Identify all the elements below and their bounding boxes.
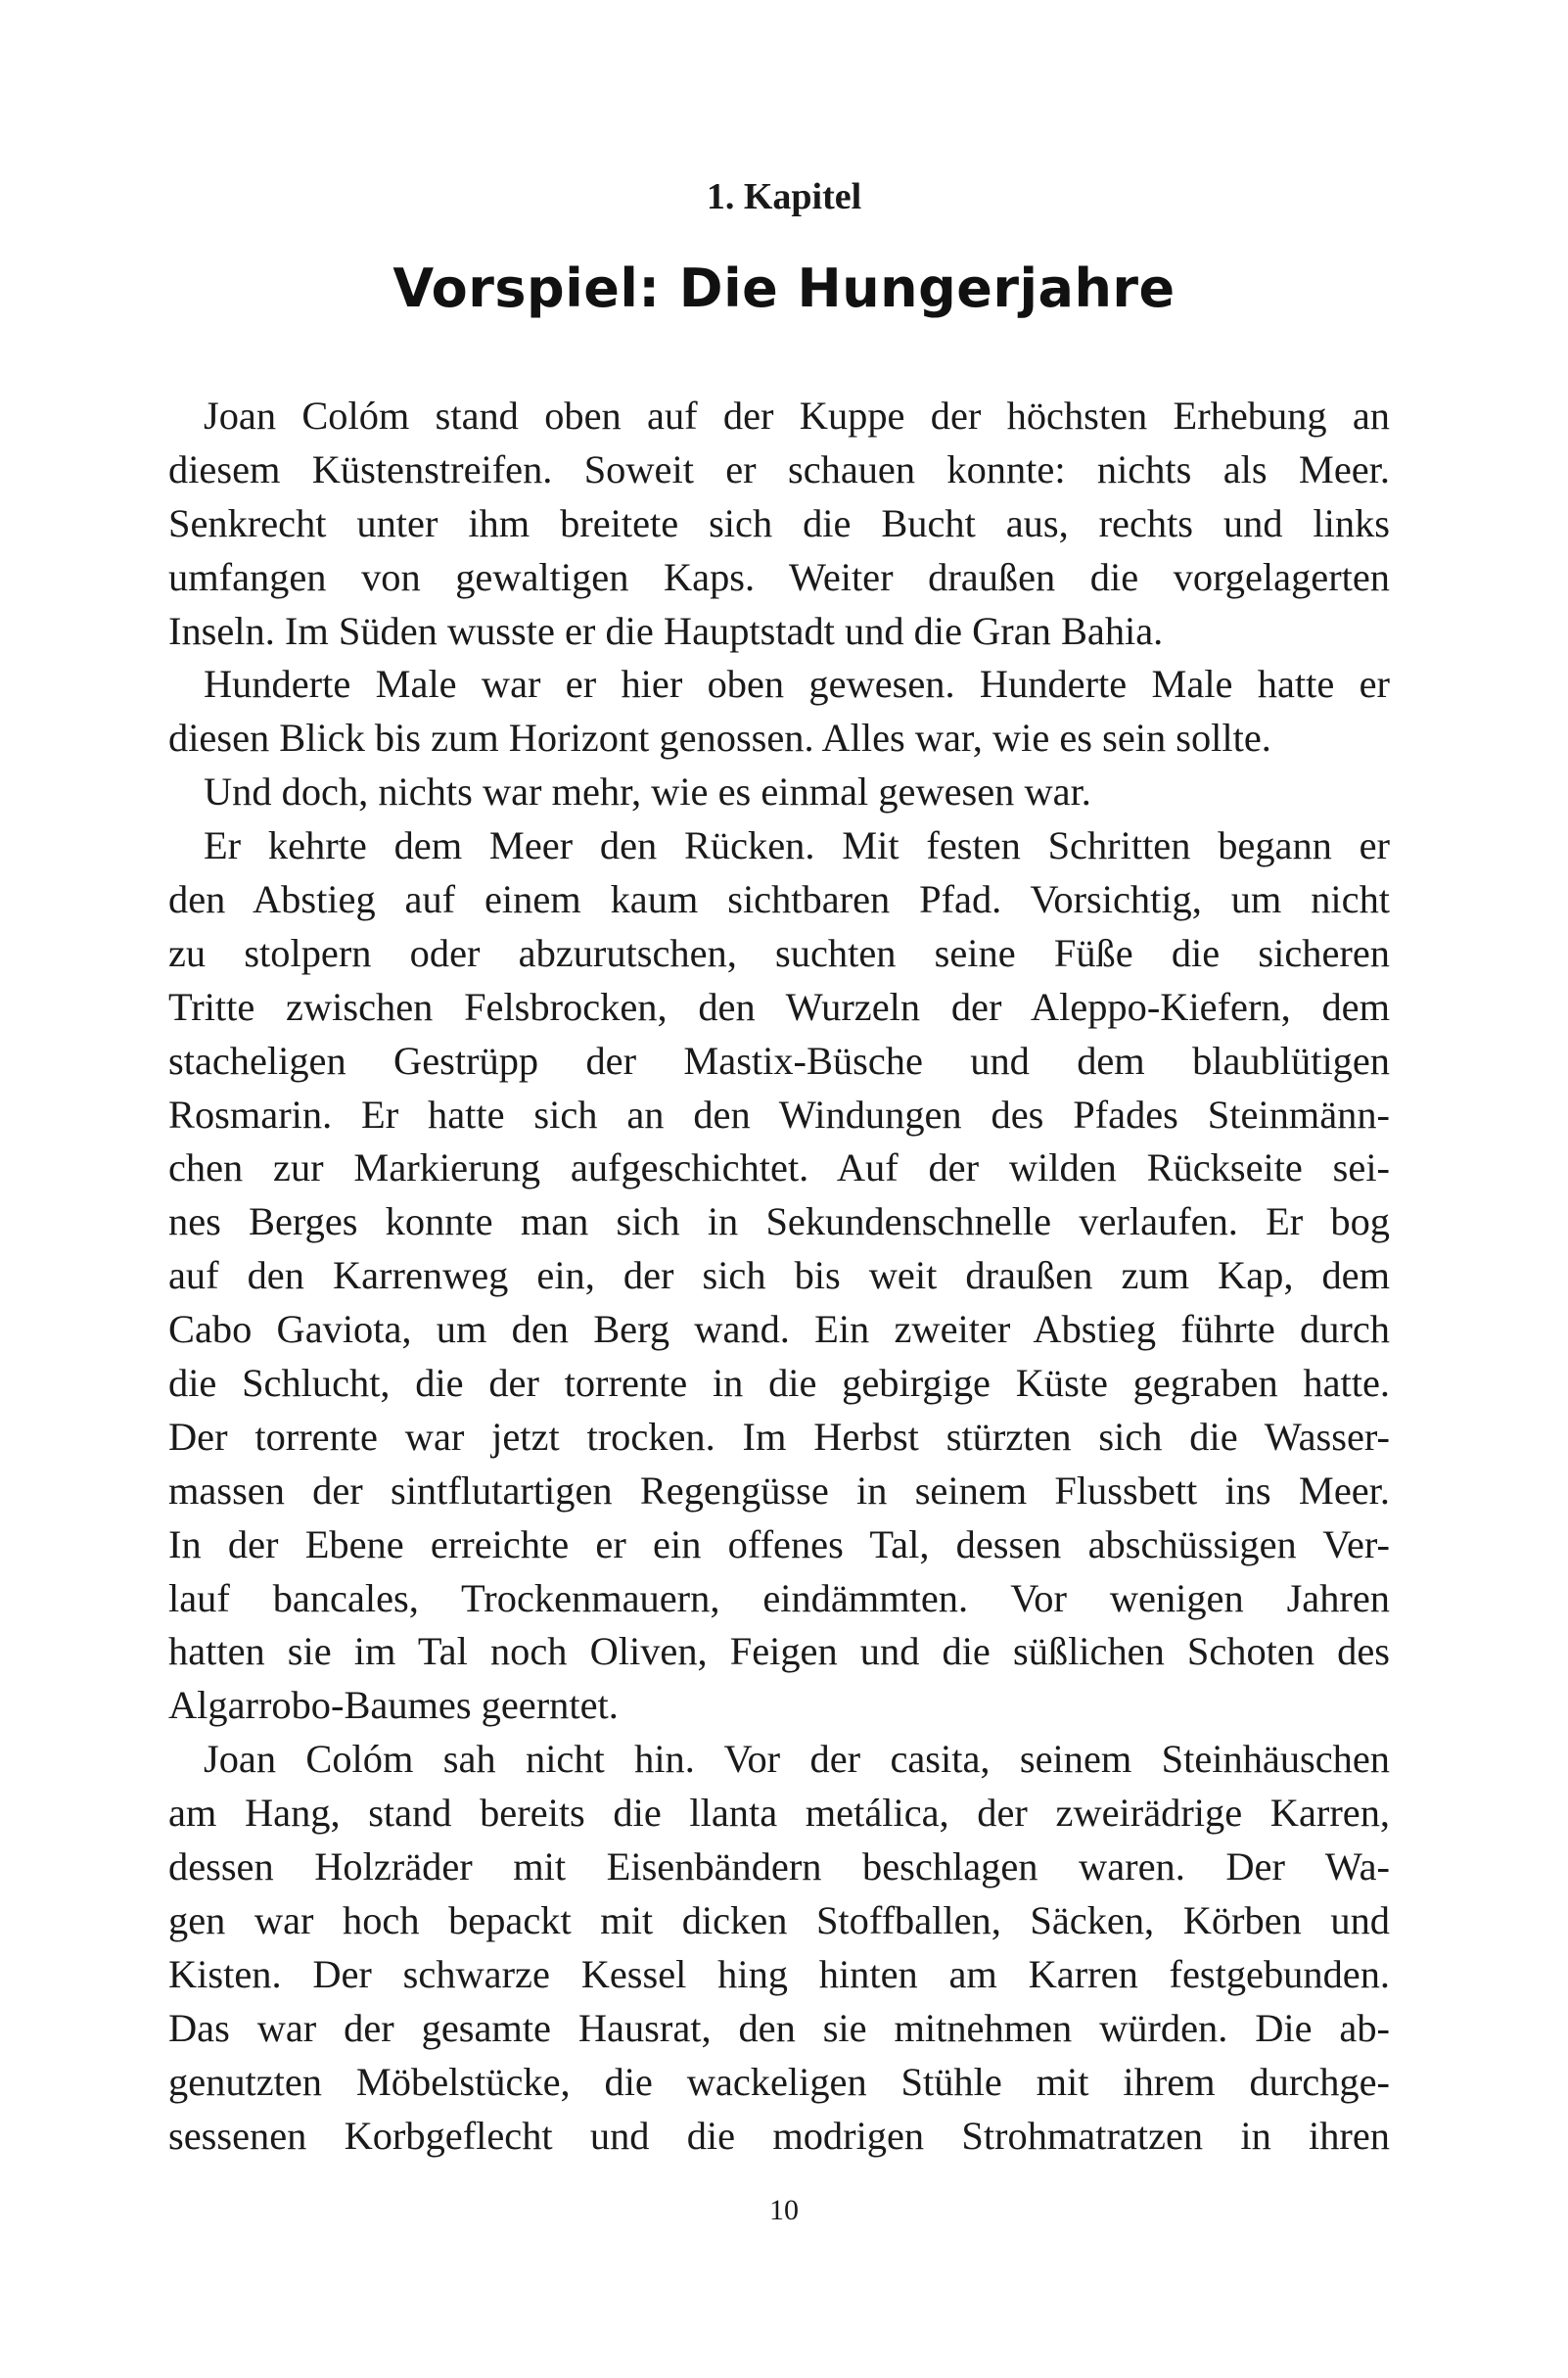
text-line: Der torrente war jetzt trocken. Im Herbst stürzten sich die Wasser- [168, 1414, 1390, 1459]
text-line: chen zur Markierung aufgeschichtet. Auf der wilden Rückseite sei- [168, 1145, 1390, 1190]
text-line: Hunderte Male war er hier oben gewesen. Hunderte Male hatte er [204, 662, 1390, 707]
text-line: massen der sintflutartigen Regengüsse in seinem Flussbett ins Meer. [168, 1468, 1390, 1513]
chapter-label: 1. Kapitel [706, 176, 862, 217]
text-line: Und doch, nichts war mehr, wie es einmal gewesen war. [204, 769, 1091, 815]
text-line: Er kehrte dem Meer den Rücken. Mit festen Schritten begann er [204, 823, 1390, 868]
text-line: lauf bancales, Trockenmauern, eindämmten. Vor wenigen Jahren [168, 1575, 1390, 1620]
text-line: stacheligen Gestrüpp der Mastix-Büsche und dem blaublütigen [168, 1038, 1390, 1083]
body-text [168, 390, 1390, 2163]
text-line: umfangen von gewaltigen Kaps. Weiter draußen die vorgelagerten [168, 554, 1390, 599]
page-number: 10 [769, 2194, 799, 2226]
text-line: den Abstieg auf einem kaum sichtbaren Pfad. Vorsichtig, um nicht [168, 877, 1390, 922]
text-line: Joan Colóm stand oben auf der Kuppe der höchsten Erhebung an [204, 394, 1390, 438]
text-line: Senkrecht unter ihm breitete sich die Bucht aus, rechts und links [168, 500, 1390, 545]
text-line: die Schlucht, die der torrente in die gebirgige Küste gegraben hatte. [168, 1361, 1390, 1406]
text-line: Kisten. Der schwarze Kessel hing hinten am Karren festgebunden. [168, 1951, 1390, 1996]
text-line: auf den Karrenweg ein, der sich bis weit draußen zum Kap, dem [168, 1253, 1390, 1298]
text-line: hatten sie im Tal noch Oliven, Feigen und die süßlichen Schoten des [168, 1629, 1390, 1674]
text-line: Joan Colóm sah nicht hin. Vor der casita, seinem Steinhäuschen [204, 1737, 1390, 1782]
text-line: am Hang, stand bereits die llanta metálica, der zweirädrige Karren, [168, 1791, 1390, 1836]
text-line: Rosmarin. Er hatte sich an den Windungen des Pfades Steinmänn- [168, 1092, 1390, 1137]
text-line: nes Berges konnte man sich in Sekundenschnelle verlaufen. Er bog [168, 1199, 1390, 1244]
text-line: Inseln. Im Süden wusste er die Hauptstadt und die Gran Bahia. [168, 608, 1164, 653]
text-line: Das war der gesamte Hausrat, den sie mitnehmen würden. Die ab- [168, 2005, 1390, 2050]
text-line: diesem Küstenstreifen. Soweit er schauen konnte: nichts als Meer. [168, 446, 1390, 491]
chapter-title: Vorspiel: Die Hungerjahre [392, 257, 1176, 319]
text-line: diesen Blick bis zum Horizont genossen. Alles war, wie es sein sollte. [168, 716, 1271, 761]
text-line: genutzten Möbelstücke, die wackeligen Stühle mit ihrem durchge- [168, 2059, 1390, 2104]
text-line: Cabo Gaviota, um den Berg wand. Ein zweiter Abstieg führte durch [168, 1307, 1390, 1352]
text-line: dessen Holzräder mit Eisenbändern beschlagen waren. Der Wa- [168, 1844, 1390, 1889]
text-line: In der Ebene erreichte er ein offenes Tal, dessen abschüssigen Ver- [168, 1521, 1390, 1566]
text-line: Algarrobo-Baumes geerntet. [168, 1683, 619, 1728]
text-line: Tritte zwischen Felsbrocken, den Wurzeln der Aleppo-Kiefern, dem [168, 984, 1390, 1029]
text-line: zu stolpern oder abzurutschen, suchten seine Füße die sicheren [168, 930, 1390, 975]
text-line: gen war hoch bepackt mit dicken Stoffballen, Säcken, Körben und [168, 1897, 1390, 1942]
text-line: sessenen Korbgeflecht und die modrigen Strohmatratzen in ihren [168, 2113, 1390, 2158]
